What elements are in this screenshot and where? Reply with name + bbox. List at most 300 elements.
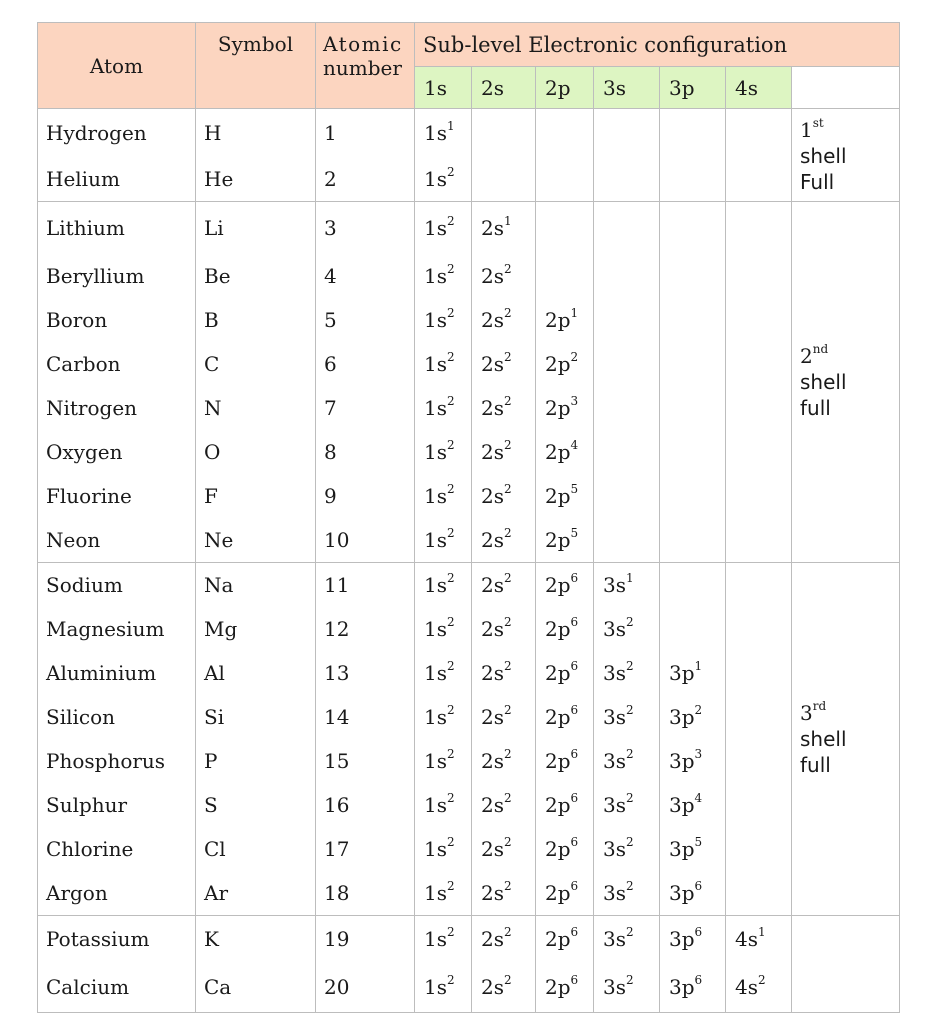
config-3s [594,254,660,298]
electron-count: 2 [447,306,455,321]
atom-name: Silicon [38,695,196,739]
orbital-label: 3p [669,927,695,951]
orbital-label: 2p [545,352,571,376]
electron-count: 2 [447,262,455,277]
atom-name: Potassium [38,916,196,963]
electron-count: 6 [570,791,579,806]
config-2s [472,342,536,386]
electron-count: 2 [447,791,455,806]
atomic-number: 14 [316,695,415,739]
config-3s [594,871,660,916]
orbital-label: 2s [481,352,504,376]
orbital-label: 1s [424,440,447,464]
electron-count: 6 [694,879,703,894]
config-3p [660,157,726,202]
orbital-label: 2p [545,308,571,332]
atomic-number: 10 [316,518,415,563]
config-3s [594,430,660,474]
atom-name: Helium [38,157,196,202]
config-3s [594,298,660,342]
config-4s [726,298,792,342]
atomic-number: 13 [316,651,415,695]
config-3p [660,518,726,563]
electron-count: 4 [694,791,703,806]
electron-count: 2 [504,925,512,940]
config-4s [726,109,792,158]
orbital-label: 2s [481,264,504,288]
header-orbital-2p: 2p [536,67,594,109]
atom-symbol: H [196,109,316,158]
electron-count: 2 [626,791,634,806]
atom-name: Sulphur [38,783,196,827]
electron-count: 1 [694,659,703,674]
atom-name: Neon [38,518,196,563]
orbital-label: 3p [669,881,695,905]
config-3s [594,651,660,695]
table-row [38,202,900,255]
atom-name: Oxygen [38,430,196,474]
electron-count: 2 [570,350,579,365]
config-2s [472,430,536,474]
atom-name: Sodium [38,563,196,608]
atom-symbol: He [196,157,316,202]
electron-count: 2 [447,747,455,762]
orbital-label: 2s [481,528,504,552]
config-2s [472,739,536,783]
electron-count: 2 [447,482,455,497]
config-4s [726,695,792,739]
config-3p [660,430,726,474]
shell-word: shell [800,727,847,751]
electron-count: 2 [504,438,512,453]
config-1s [415,783,472,827]
orbital-label: 2s [481,749,504,773]
config-2s [472,298,536,342]
atomic-number: 20 [316,962,415,1013]
atom-name: Fluorine [38,474,196,518]
atomic-number: 3 [316,202,415,255]
config-1s [415,254,472,298]
electron-count: 6 [570,747,579,762]
electron-count: 2 [504,571,512,586]
orbital-label: 2s [481,308,504,332]
electron-count: 2 [504,350,512,365]
config-2s [472,783,536,827]
atom-name: Aluminium [38,651,196,695]
orbital-label: 1s [424,837,447,861]
electron-count: 6 [570,835,579,850]
config-4s [726,430,792,474]
config-3s [594,157,660,202]
header-symbol: Symbol [196,23,316,109]
config-1s [415,916,472,963]
atom-name: Magnesium [38,607,196,651]
electron-count: 6 [570,879,579,894]
orbital-label: 2p [545,573,571,597]
config-3s [594,109,660,158]
electron-count: 1 [626,571,634,586]
atomic-number: 15 [316,739,415,783]
header-atomic-number [316,23,415,109]
electron-count: 2 [504,482,512,497]
atomic-number: 2 [316,157,415,202]
electron-count: 5 [694,835,703,850]
table-row [38,916,900,963]
table-row [38,783,900,827]
config-1s [415,651,472,695]
atom-name: Carbon [38,342,196,386]
table-row [38,386,900,430]
config-3p [660,298,726,342]
config-2s [472,254,536,298]
config-4s [726,739,792,783]
config-2s [472,563,536,608]
table-row [38,109,900,158]
header-sublevel: Sub-level Electronic configuration [415,23,900,67]
orbital-label: 1s [424,705,447,729]
config-1s [415,607,472,651]
table-row [38,474,900,518]
shell-note [792,202,900,563]
atomic-number: 17 [316,827,415,871]
orbital-label: 2s [481,927,504,951]
orbital-label: 4s [735,927,758,951]
orbital-label: 1s [424,881,447,905]
config-3p [660,739,726,783]
atom-name: Phosphorus [38,739,196,783]
orbital-label: 1s [424,927,447,951]
config-3s [594,695,660,739]
orbital-label: 2s [481,440,504,464]
config-3s [594,474,660,518]
electron-count: 6 [570,925,579,940]
config-4s [726,342,792,386]
atom-symbol: Be [196,254,316,298]
orbital-label: 3p [669,793,695,817]
config-4s [726,157,792,202]
config-2s [472,386,536,430]
table-row [38,739,900,783]
orbital-label: 2s [481,661,504,685]
config-1s [415,474,472,518]
shell-ordinal: st [812,116,824,131]
orbital-label: 3p [669,749,695,773]
atom-symbol: S [196,783,316,827]
orbital-label: 3p [669,837,695,861]
config-4s [726,474,792,518]
orbital-label: 1s [424,528,447,552]
shell-note [792,916,900,1013]
config-2p [536,254,594,298]
electron-count: 2 [626,879,634,894]
config-1s [415,386,472,430]
atom-symbol: N [196,386,316,430]
config-1s [415,430,472,474]
electron-count: 2 [626,835,634,850]
orbital-label: 1s [424,617,447,641]
orbital-label: 3s [603,661,626,685]
electron-count: 5 [570,526,579,541]
electron-count: 2 [626,747,634,762]
config-4s [726,916,792,963]
table-row [38,518,900,563]
atomic-number: 6 [316,342,415,386]
orbital-label: 1s [424,308,447,332]
config-2p [536,474,594,518]
electron-count: 2 [447,350,455,365]
atomic-number: 4 [316,254,415,298]
config-2p [536,827,594,871]
table-row [38,695,900,739]
config-3s [594,827,660,871]
electron-count: 2 [447,879,455,894]
config-2p [536,739,594,783]
config-2s [472,474,536,518]
orbital-label: 1s [424,121,447,145]
config-2p [536,783,594,827]
config-3s [594,563,660,608]
config-2s [472,827,536,871]
electron-count: 2 [504,394,512,409]
atomic-number: 19 [316,916,415,963]
config-3p [660,916,726,963]
orbital-label: 3s [603,749,626,773]
shell-word: shell [800,144,847,168]
shell-number: 2 [800,344,813,368]
atomic-number: 5 [316,298,415,342]
electron-count: 6 [570,571,579,586]
electron-count: 2 [626,973,634,988]
electron-count: 2 [447,394,455,409]
table-row [38,962,900,1013]
orbital-label: 3s [603,617,626,641]
orbital-label: 4s [735,975,758,999]
config-2s [472,871,536,916]
orbital-label: 2s [481,793,504,817]
atom-symbol: Ne [196,518,316,563]
shell-number: 3 [800,701,813,725]
atom-name: Beryllium [38,254,196,298]
header-atom: Atom [38,23,196,109]
electron-count: 2 [447,571,455,586]
config-2p [536,916,594,963]
orbital-label: 2p [545,749,571,773]
orbital-label: 3s [603,975,626,999]
config-4s [726,386,792,430]
orbital-label: 1s [424,216,447,240]
atom-symbol: Cl [196,827,316,871]
config-3p [660,202,726,255]
config-2p [536,202,594,255]
config-2s [472,607,536,651]
orbital-label: 2s [481,216,504,240]
config-3p [660,386,726,430]
electron-count: 2 [504,791,512,806]
config-3p [660,871,726,916]
config-2s [472,916,536,963]
electron-count: 2 [758,973,766,988]
atom-symbol: O [196,430,316,474]
orbital-label: 1s [424,396,447,420]
orbital-label: 2p [545,661,571,685]
atom-symbol: F [196,474,316,518]
config-3s [594,518,660,563]
config-2p [536,695,594,739]
orbital-label: 2p [545,975,571,999]
orbital-label: 3s [603,837,626,861]
config-4s [726,783,792,827]
electron-count: 4 [570,438,579,453]
orbital-label: 3s [603,573,626,597]
electron-count: 3 [570,394,579,409]
table-body [38,109,900,1013]
config-4s [726,871,792,916]
electron-count: 2 [447,165,455,180]
electron-count: 6 [570,703,579,718]
electron-count: 2 [504,526,512,541]
electron-count: 2 [447,835,455,850]
electron-count: 2 [504,879,512,894]
atomic-number: 7 [316,386,415,430]
config-1s [415,202,472,255]
table-row [38,342,900,386]
electron-count: 2 [447,526,455,541]
electron-count: 2 [626,925,634,940]
atom-symbol: Na [196,563,316,608]
config-2p [536,651,594,695]
orbital-label: 2s [481,617,504,641]
atom-symbol: Al [196,651,316,695]
electron-count: 6 [694,973,703,988]
shell-status: Full [800,170,835,194]
config-2p [536,607,594,651]
atom-symbol: Ca [196,962,316,1013]
atom-name: Chlorine [38,827,196,871]
electron-count: 1 [504,214,512,229]
orbital-label: 2p [545,528,571,552]
header-blank [792,67,900,109]
shell-status: full [800,396,831,420]
orbital-label: 1s [424,264,447,288]
config-2p [536,298,594,342]
electron-configuration-table [37,22,900,1013]
electron-count: 2 [504,747,512,762]
atomic-number: 12 [316,607,415,651]
atomic-number: 16 [316,783,415,827]
orbital-label: 1s [424,975,447,999]
electron-count: 2 [626,615,634,630]
table-row [38,871,900,916]
orbital-label: 2s [481,484,504,508]
config-3s [594,202,660,255]
orbital-label: 3s [603,705,626,729]
orbital-label: 1s [424,661,447,685]
atom-name: Calcium [38,962,196,1013]
atom-name: Nitrogen [38,386,196,430]
atom-name: Hydrogen [38,109,196,158]
config-4s [726,254,792,298]
electron-count: 2 [626,659,634,674]
config-1s [415,871,472,916]
shell-note [792,563,900,916]
config-4s [726,651,792,695]
config-3p [660,827,726,871]
atomic-number: 1 [316,109,415,158]
config-1s [415,563,472,608]
electron-count: 2 [504,306,512,321]
orbital-label: 1s [424,793,447,817]
shell-word: shell [800,370,847,394]
config-1s [415,695,472,739]
atomic-number: 18 [316,871,415,916]
table-row [38,430,900,474]
electron-count: 1 [758,925,766,940]
config-1s [415,827,472,871]
shell-ordinal: rd [812,699,827,714]
shell-status: full [800,753,831,777]
orbital-label: 3s [603,881,626,905]
orbital-label: 2p [545,793,571,817]
header-orbital-3s: 3s [594,67,660,109]
config-1s [415,298,472,342]
orbital-label: 2p [545,440,571,464]
config-3s [594,783,660,827]
atom-symbol: Si [196,695,316,739]
electron-count: 2 [447,659,455,674]
atomic-number: 11 [316,563,415,608]
atomic-number: 9 [316,474,415,518]
table-row [38,563,900,608]
electron-count: 2 [447,973,455,988]
config-2p [536,563,594,608]
electron-count: 1 [447,119,455,134]
orbital-label: 2s [481,881,504,905]
orbital-label: 1s [424,484,447,508]
config-3s [594,739,660,783]
orbital-label: 2p [545,837,571,861]
header-orbital-4s: 4s [726,67,792,109]
orbital-label: 1s [424,573,447,597]
shell-ordinal: nd [812,342,829,357]
config-4s [726,962,792,1013]
atom-symbol: C [196,342,316,386]
atom-symbol: Li [196,202,316,255]
header-atomic-number-line2: number [323,56,402,80]
atom-name: Lithium [38,202,196,255]
config-1s [415,342,472,386]
electron-count: 2 [626,703,634,718]
config-2s [472,157,536,202]
config-4s [726,607,792,651]
orbital-label: 1s [424,749,447,773]
config-3s [594,916,660,963]
electron-count: 2 [504,615,512,630]
table-row [38,607,900,651]
orbital-label: 3p [669,661,695,685]
electron-count: 1 [570,306,579,321]
config-3p [660,962,726,1013]
orbital-label: 3p [669,975,695,999]
orbital-label: 2s [481,705,504,729]
config-2s [472,109,536,158]
config-1s [415,518,472,563]
config-2s [472,962,536,1013]
orbital-label: 2p [545,396,571,420]
table-row [38,827,900,871]
electron-count: 6 [694,925,703,940]
orbital-label: 2s [481,396,504,420]
config-2p [536,109,594,158]
